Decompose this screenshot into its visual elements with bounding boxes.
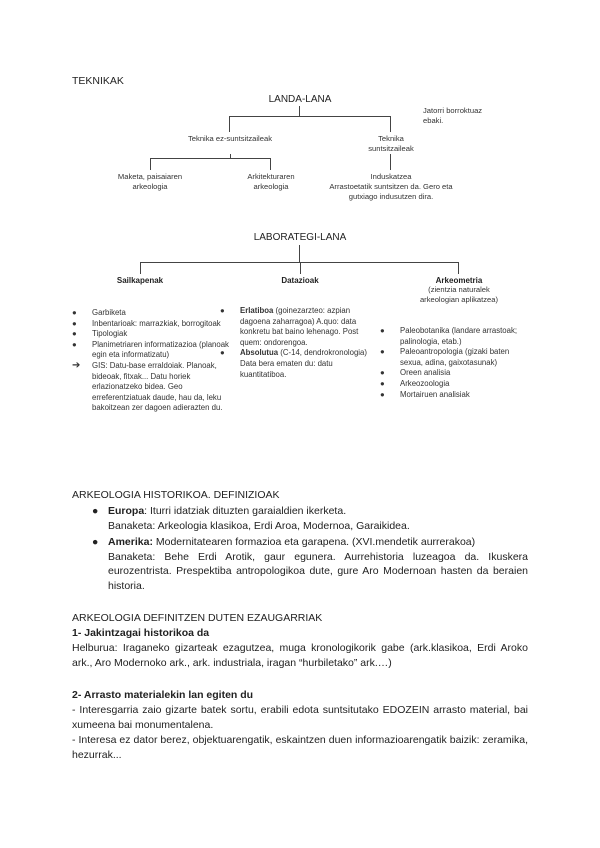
connector xyxy=(270,158,271,170)
america-division: Banaketa: Behe Erdi Arotik, gaur egunera. Aurrehistoria luzeagoa da. Ikuskera eurozentrista. Prespektiba antropologikoa dute, gure Aro Modernoan hasten da beraien historia. xyxy=(108,550,528,592)
bullet-icon: ● xyxy=(72,339,77,349)
list-item: ● Oreen analisia xyxy=(380,368,451,378)
bullet-icon: ● xyxy=(72,318,77,328)
tree-node-nondestructive: Teknika ez-suntsitzaileak xyxy=(188,134,272,143)
list-item: ➔ GIS: Datu-base erraldoiak. Planoak, bideoak, fitxak... Datu horiek erlazionatzeko bidea. Geo erreferentziatuak daude, hau da, leku bakoitzean zer dagoen adierazten du. xyxy=(72,359,223,413)
connector xyxy=(390,116,391,132)
section-heading-historical: ARKEOLOGIA HISTORIKOA. DEFINIZIOAK xyxy=(72,489,280,501)
subsection-title-1: 1- Jakintzagai historikoa da xyxy=(72,627,210,639)
connector xyxy=(299,106,300,116)
list-item: ● Tipologiak xyxy=(72,329,128,339)
connector xyxy=(229,116,391,117)
bullet-icon: ● xyxy=(220,348,225,358)
bullet-icon: ● xyxy=(92,536,99,548)
tree-leaf-architecture: Arkitekturaren arkeologia xyxy=(247,172,295,191)
connector xyxy=(299,245,300,263)
europe-division: Banaketa: Arkeologia klasikoa, Erdi Aroa, Modernoa, Garaikidea. xyxy=(108,519,410,532)
bullet-icon: ● xyxy=(72,329,77,339)
tree-leaf-landscape: Maketa, paisaiaren arkeologia xyxy=(117,172,183,191)
list-item: ● Absolutua (C-14, dendrokronologia) Data bera ematen du: datu kuantitatiboa. xyxy=(220,348,367,379)
list-item: ● Inbentarioak: marrazkiak, borrogitoak xyxy=(72,318,221,328)
list-item: ● Erlatiboa (goinezarzteo: azpian dagoena zaharragoa) A.quo: data konkretu bat baino lehenago. Post quem: ondorengoa. xyxy=(220,306,359,347)
subsection-text-1: Helburua: Iraganeko gizarteak ezagutzea, muga kronologikorik gabe (ark.klasikoa, Erdi Aroko ark., Aro Modernoko ark., ark. industriala, iragan “hurbiletako” ark.…) xyxy=(72,642,528,669)
subsection-title-2: 2- Arrasto materialekin lan egiten du xyxy=(72,689,254,701)
lab-head-archaeometry-sub1: (zientzia naturalek xyxy=(428,285,490,294)
connector xyxy=(229,116,230,132)
list-item: ● Planimetriaren informatizazioa (planoak egin eta informatizatu) xyxy=(72,339,229,360)
connector xyxy=(140,262,141,274)
arrow-right-icon: ➔ xyxy=(72,359,81,371)
section-heading-characteristics: ARKEOLOGIA DEFINITZEN DUTEN EZAUGARRIAK xyxy=(72,612,323,624)
list-item: ● Paleoantropologia (gizaki baten sexua, adina, gaixotasunak) xyxy=(380,347,510,367)
connector xyxy=(390,154,391,170)
bullet-icon: ● xyxy=(380,347,385,357)
page-title: TEKNIKAK xyxy=(72,75,124,87)
connector xyxy=(300,262,301,274)
list-item: ● Garbiketa xyxy=(72,308,126,317)
subsection-text-2a: - Interesgarria zaio gizarte batek sortu, erabili edota suntsitutako EDOZEIN arrasto material, bai xumeena bai monumentalena. xyxy=(72,704,528,731)
tree-node-destructive: Teknika suntsitzaileak xyxy=(368,134,414,153)
list-item: ● Mortairuen analisiak xyxy=(380,389,470,399)
bullet-icon: ● xyxy=(72,308,77,317)
lab-head-dating: Datazioak xyxy=(281,276,319,285)
bullet-icon: ● xyxy=(380,326,385,335)
tree-root-lab: LABORATEGI-LANA xyxy=(253,232,347,243)
tree-leaf-excavation: Induskatzea xyxy=(370,172,412,181)
tree-leaf-excavation-note: Arrastoetatik suntsitzen da. Gero eta gutxiago indusutzen dira. xyxy=(329,182,453,201)
bullet-icon: ● xyxy=(380,378,385,388)
lab-head-archaeometry: Arkeometria xyxy=(435,276,483,285)
lab-head-archaeometry-sub2: arkeologian aplikatzea) xyxy=(419,295,499,304)
bullet-icon: ● xyxy=(92,505,99,517)
list-item: ● Paleobotanika (landare arrastoak; palinologia, etab.) xyxy=(380,326,518,346)
lab-head-classification: Sailkapenak xyxy=(116,276,164,285)
subsection-text-2b: - Interesa ez dator berez, objektuarengatik, eskaintzen duen informazioarengatik baizik: zeramika, hezurrak... xyxy=(72,734,528,761)
list-item: ● Arkeozoologia xyxy=(380,378,450,388)
tree-note: Jatorri borroktuaz ebaki. xyxy=(423,106,483,125)
europe-item: ● Europa: Iturri idatziak dituzten garaialdien ikerketa. Banaketa: Arkeologia klasikoa, Erdi Aroa, Modernoa, Garaikidea. xyxy=(108,504,528,533)
bullet-icon: ● xyxy=(380,389,385,399)
bullet-icon: ● xyxy=(220,306,225,315)
america-item: ● Amerika: Modernitatearen formazioa eta garapena. (XVI.mendetik aurrerakoa) Banaketa: Behe Erdi Arotik, gaur egunera. Aurrehistoria luzeagoa da. Ikuskera eurozentrista. Prespektiba antropologikoa dute, gure Aro Modernoan hasten da beraien historia. xyxy=(92,536,528,592)
classification-list xyxy=(72,308,232,414)
tree-root-field: LANDA-LANA xyxy=(268,94,332,105)
dating-list xyxy=(220,306,370,380)
connector xyxy=(150,158,151,170)
archaeometry-list xyxy=(380,326,520,400)
bullet-icon: ● xyxy=(380,368,385,378)
connector xyxy=(150,158,271,159)
connector xyxy=(458,262,459,274)
